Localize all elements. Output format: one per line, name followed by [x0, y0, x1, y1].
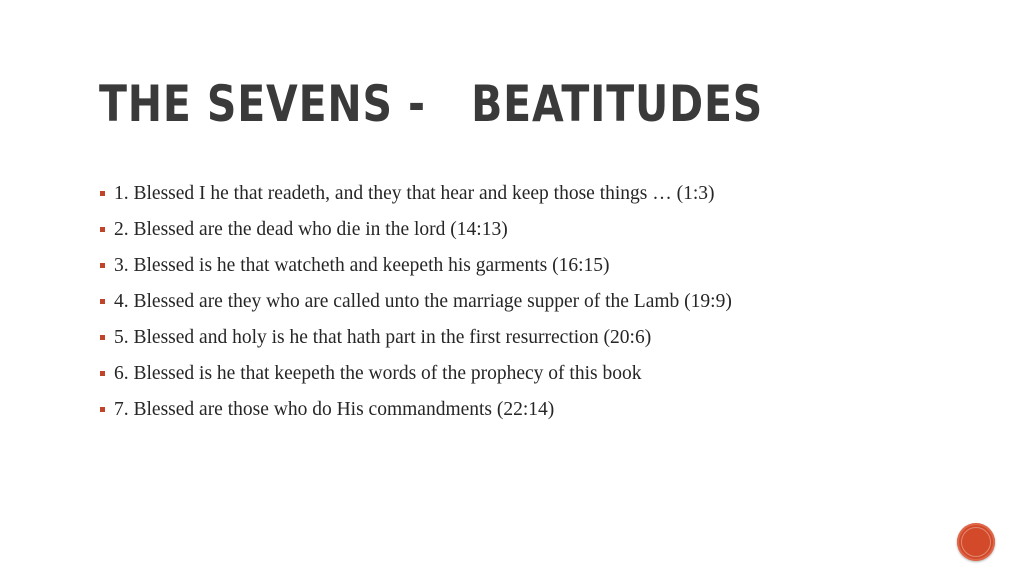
- bullet-item-7: [98, 392, 732, 428]
- bullet-item-5: [98, 320, 732, 356]
- square-bullet-icon: [100, 335, 105, 340]
- square-bullet-icon: [100, 191, 105, 196]
- square-bullet-icon: [100, 371, 105, 376]
- bullet-item-3: [98, 248, 732, 284]
- square-bullet-icon: [100, 263, 105, 268]
- bullet-text: 7. Blessed are those who do His commandments (22:14): [114, 399, 555, 420]
- bullet-text: 6. Blessed is he that keepeth the words of the prophecy of this book: [114, 363, 642, 384]
- bullet-text: 2. Blessed are the dead who die in the lord (14:13): [114, 219, 508, 240]
- bullet-item-4: [98, 284, 732, 320]
- bullet-list: [98, 176, 732, 428]
- square-bullet-icon: [100, 227, 105, 232]
- slide-nav-button-icon[interactable]: [957, 523, 995, 561]
- bullet-text: 5. Blessed and holy is he that hath part in the first resurrection (20:6): [114, 327, 652, 348]
- square-bullet-icon: [100, 299, 105, 304]
- bullet-item-1: [98, 176, 732, 212]
- square-bullet-icon: [100, 407, 105, 412]
- bullet-text: 1. Blessed I he that readeth, and they that hear and keep those things … (1:3): [114, 183, 715, 204]
- bullet-text: 4. Blessed are they who are called unto the marriage supper of the Lamb (19:9): [114, 291, 732, 312]
- bullet-text: 3. Blessed is he that watcheth and keepeth his garments (16:15): [114, 255, 610, 276]
- bullet-item-6: [98, 356, 732, 392]
- bullet-item-2: [98, 212, 732, 248]
- slide-title: THE SEVENS - BEATITUDES: [99, 75, 764, 133]
- nav-button-ring: [961, 527, 991, 557]
